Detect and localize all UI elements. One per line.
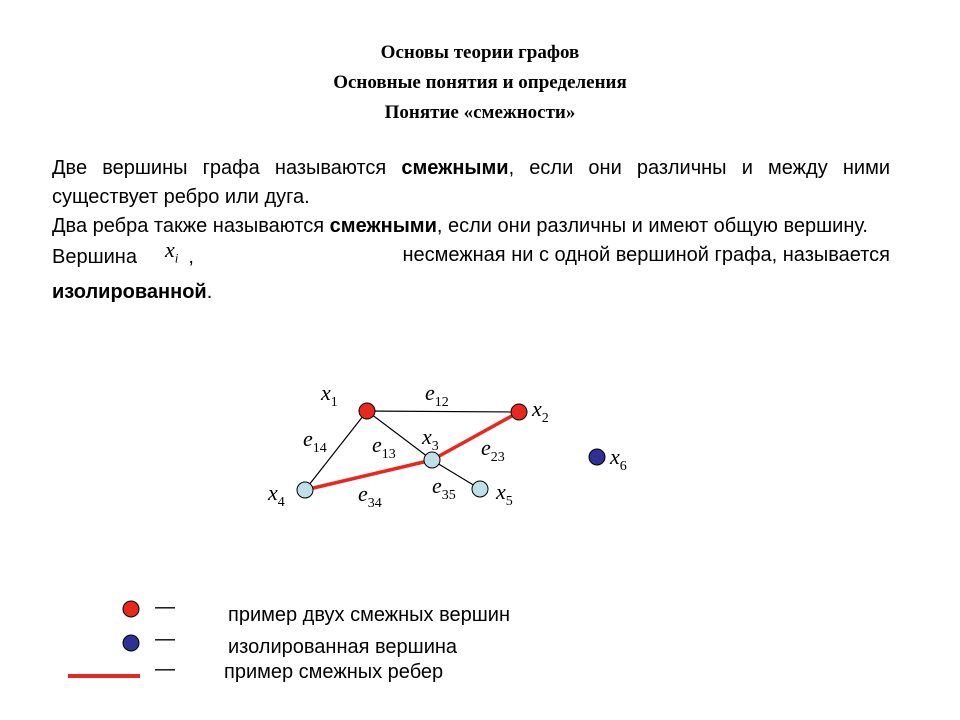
edge-e23 (432, 412, 519, 460)
term-adjacent: смежными (401, 157, 509, 179)
vertex-x5 (472, 481, 488, 497)
vertex-x6 (589, 449, 605, 465)
edge-e34 (305, 460, 432, 490)
legend-markers (68, 601, 140, 676)
vertex-label-x6: $x_6$ (610, 444, 627, 474)
vertex-x4 (297, 482, 313, 498)
edge-e12 (367, 411, 519, 412)
variable-xi: $x_i$ (164, 237, 179, 266)
title-main: Основы теории графов (380, 42, 580, 63)
title-topic: Понятие «смежности» (384, 102, 576, 123)
edge-label-e12: $e_{12}$ (425, 380, 449, 410)
edge-label-e14: $e_{14}$ (303, 426, 327, 456)
legend-item-adjacent-edges: пример смежных ребер (224, 661, 444, 683)
legend-adjacent-vertex-marker (123, 601, 139, 617)
vertex-x1 (359, 403, 375, 419)
legend-item-adjacent-vertices: пример двух смежных вершин (228, 604, 511, 626)
legend-item-isolated-vertex: изолированная вершина (228, 636, 458, 658)
definition-isolated-line2: изолированной. (52, 281, 213, 304)
legend-dash-1: — (155, 596, 175, 618)
edge-label-e23: $e_{23}$ (481, 435, 505, 465)
term-isolated: изолированной (52, 281, 207, 304)
legend-dash-2: — (155, 628, 175, 650)
edge-label-e34: $e_{34}$ (358, 481, 382, 511)
definition-adjacent-edges: Два ребра также называются смежными, если они различны и имеют общую вершину. (52, 215, 868, 237)
vertex-x2 (511, 404, 527, 420)
vertex-label-x3: $x_3$ (422, 424, 439, 454)
vertex-label-x1: $x_1$ (321, 380, 338, 410)
definition-isolated-line1: Вершина $x_i$ , несмежная ни с одной вершиной графа, называется (52, 241, 890, 278)
edge-label-e13: $e_{13}$ (372, 432, 396, 462)
definition-adjacent-vertices: Две вершины графа называются смежными, если они различны и между ними существует ребро или дуга. (52, 157, 890, 208)
vertex-x3 (424, 452, 440, 468)
vertex-label-x2: $x_2$ (532, 396, 549, 426)
edge-label-e35: $e_{35}$ (432, 473, 456, 503)
legend-dash-3: — (155, 658, 175, 680)
term-adjacent-edges: смежными (329, 215, 437, 237)
legend-isolated-vertex-marker (123, 635, 139, 651)
vertex-label-x4: $x_4$ (268, 480, 285, 510)
vertex-label-x5: $x_5$ (496, 479, 513, 509)
title-section: Основные понятия и определения (333, 72, 627, 93)
graph-labels (267, 380, 627, 511)
